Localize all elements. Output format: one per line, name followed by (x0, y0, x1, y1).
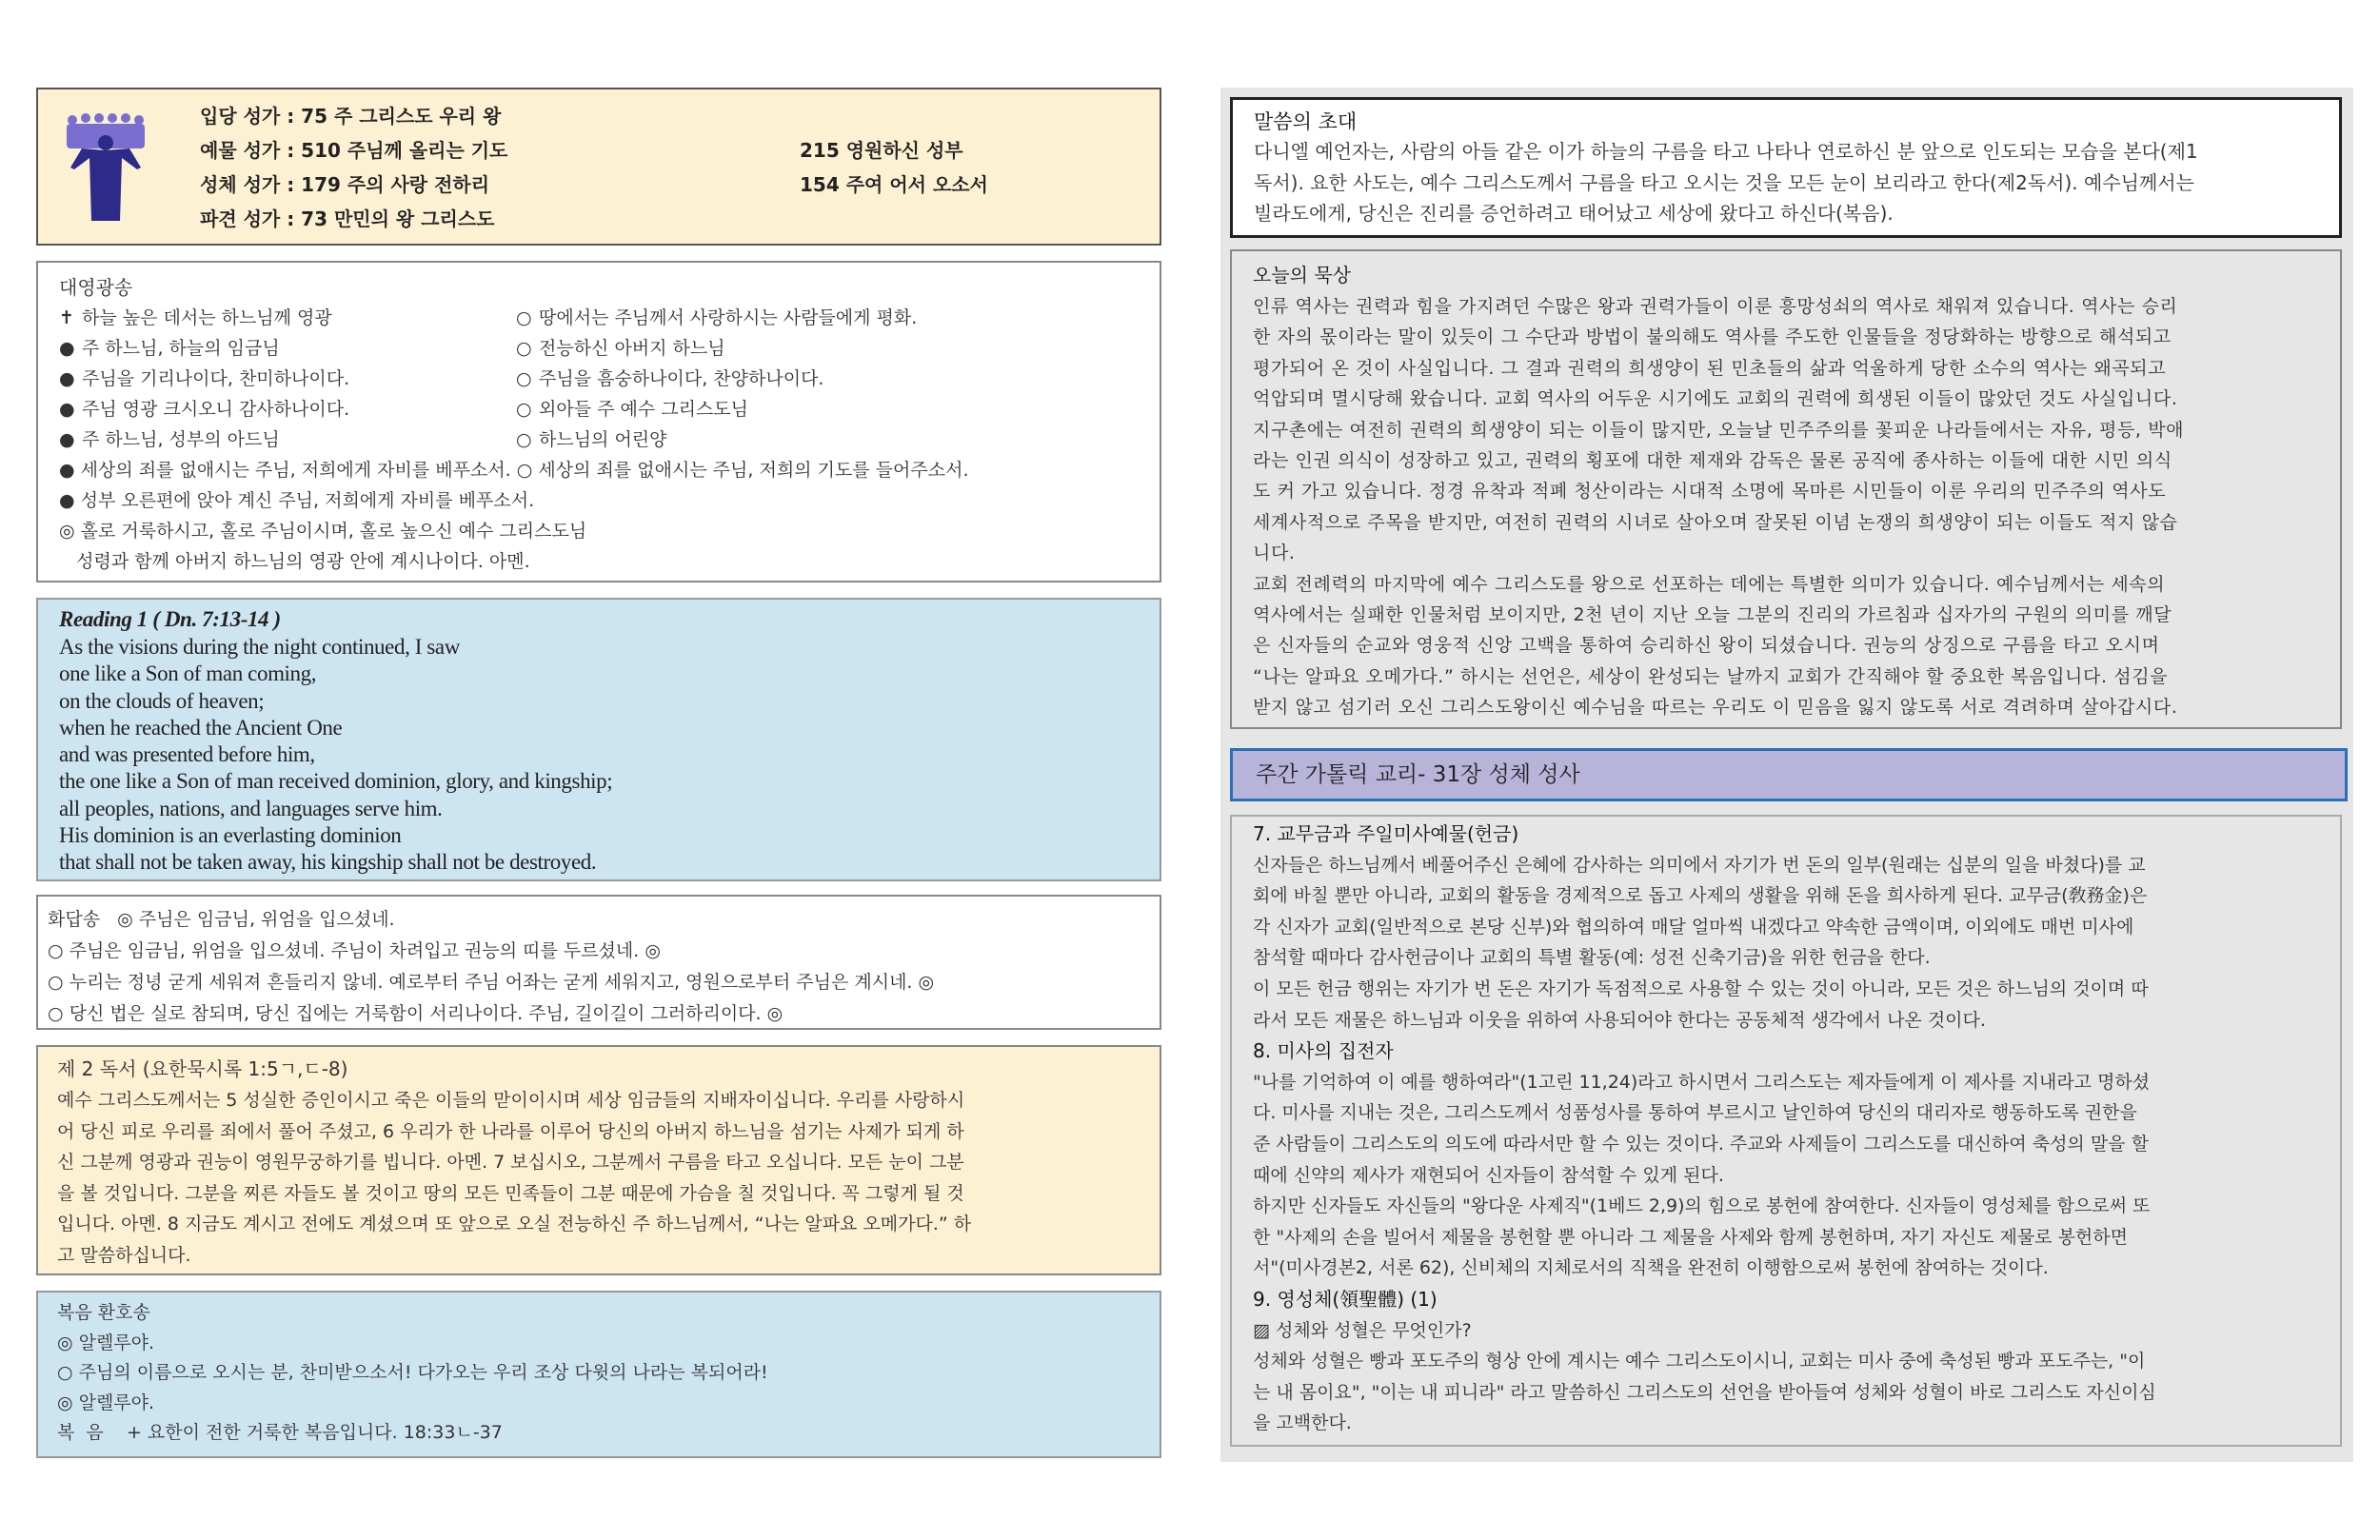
gloria-row (59, 424, 1160, 455)
gospel-line: 복 음 + 요한이 전한 거룩한 복음입니다. 18:33ㄴ-37 (57, 1422, 503, 1443)
psalm-line: ○ 주님은 임금님, 위엄을 입으셨네. 주님이 차려입고 권능의 띠를 두르셨네. ◎ (48, 940, 661, 961)
choir-priest-icon (63, 110, 149, 225)
gloria-panel (36, 261, 1161, 582)
catechism-line: "나를 기억하여 이 예를 행하여라"(1고린 11,24)라고 하시면서 그리스도는 제자들에게 이 제사를 지내라고 명하셨 (1253, 1071, 2151, 1093)
catechism-title-bar: 주간 가톨릭 교리- 31장 성체 성사 (1230, 748, 2348, 801)
gloria-row (59, 303, 1160, 333)
cross-mark: ✝ (59, 307, 74, 328)
priest-mark: ● (59, 368, 75, 389)
meditation-line: 도 커 가고 있습니다. 정경 유착과 적폐 청산이라는 시대적 소명에 목마른 시민들이 이룬 우리의 민주주의 역사도 (1253, 481, 2167, 503)
catechism-line: 신자들은 하느님께서 베풀어주신 은혜에 감사하는 의미에서 자기가 번 돈의 일부(원래는 십분의 일을 바쳤다)를 교 (1253, 854, 2146, 876)
meditation-line: 니다. (1253, 543, 1296, 564)
catechism-line: 을 고백한다. (1253, 1412, 1352, 1434)
response-mark: ○ (516, 338, 532, 359)
meditation-line: 지구촌에는 여전히 권력의 희생양이 되는 이들이 많지만, 오늘날 민주주의를 꽃피운 나라들에서는 자유, 평등, 박애 (1253, 419, 2185, 441)
second-reading-panel (36, 1045, 1161, 1275)
meditation-line: 한 자의 몫이라는 말이 있듯이 그 수단과 방법이 불의해도 역사를 주도한 인물들을 정당화하는 방향으로 해석되고 (1253, 326, 2172, 348)
catechism-line: 준 사람들이 그리스도의 의도에 따라서만 할 수 있는 것이다. 주교와 사제들이 그리스도를 대신하여 축성의 말을 할 (1253, 1133, 2149, 1155)
response-mark: ○ (516, 368, 532, 389)
gospel-line: 복음 환호송 (57, 1302, 150, 1323)
reading-line: His dominion is an everlasting dominion (59, 823, 402, 848)
psalm-line: ○ 당신 법은 실로 참되며, 당신 집에는 거룩함이 서리나이다. 주님, 길이길이 그러하리이다. ◎ (48, 1003, 783, 1024)
catechism-line: 한 "사제의 손을 빌어서 제물을 봉헌할 뿐 아니라 그 제물을 사제와 함께 봉헌하며, 자기 자신도 제물로 봉헌하면 (1253, 1226, 2128, 1248)
psalm-line: ○ 누리는 정녕 굳게 세워져 흔들리지 않네. 예로부터 주님 어좌는 굳게 세워지고, 영원으로부터 주님은 계시네. ◎ (48, 972, 935, 993)
gospel-line: ◎ 알렐루야. (57, 1332, 155, 1353)
catechism-heading: 8. 미사의 집전자 (1253, 1039, 1394, 1063)
meditation-line: 은 신자들의 순교와 영웅적 신앙 고백을 통하여 승리하신 왕이 되셨습니다. 권능의 상징으로 구름을 타고 오시며 (1253, 635, 2160, 657)
meditation-panel (1230, 249, 2342, 729)
gloria-text: 주 하느님, 성부의 아드님 (82, 429, 280, 450)
catechism-line: 때에 신약의 제사가 재현되어 신자들이 참석할 수 있게 된다. (1253, 1164, 1724, 1186)
reading-line: when he reached the Ancient One (59, 715, 343, 740)
meditation-line: “나는 알파요 오메가다.” 하시는 선언은, 세상이 완성되는 날까지 교회가 간직해야 할 중요한 복음입니다. 섬김을 (1253, 665, 2169, 687)
meditation-title: 오늘의 묵상 (1253, 264, 1351, 286)
catechism-line: 는 내 몸이요", "이는 내 피니라" 라고 말씀하신 그리스도의 선언을 받아들여 성체와 성혈이 바로 그리스도 자신이심 (1253, 1381, 2156, 1403)
catechism-line: 하지만 신자들도 자신들의 "왕다운 사제직"(1베드 2,9)의 힘으로 봉헌에 참여한다. 신자들이 영성체를 함으로써 또 (1253, 1195, 2151, 1217)
catechism-line: 각 신자가 교회(일반적으로 본당 신부)와 협의하여 매달 얼마씩 내겠다고 약속한 금액이며, 이외에도 매번 미사에 (1253, 916, 2134, 938)
meditation-line: 교회 전례력의 마지막에 예수 그리스도를 왕으로 선포하는 데에는 특별한 의미가 있습니다. 예수님께서는 세속의 (1253, 573, 2166, 595)
reading-line: that shall not be taken away, his kingship shall not be destroyed. (59, 850, 597, 875)
entrance-hymn: 입당 성가 : 75 주 그리스도 우리 왕 (200, 105, 502, 128)
catechism-panel (1230, 815, 2342, 1447)
gloria-text: 주님을 흠숭하나이다, 찬양하나이다. (539, 368, 824, 389)
catechism-heading: 7. 교무금과 주일미사예물(헌금) (1253, 822, 1519, 845)
reading-line: and was presented before him, (59, 742, 315, 767)
word-line: 빌라도에게, 당신은 진리를 증언하려고 태어났고 세상에 왔다고 하신다(복음). (1254, 202, 1894, 225)
gospel-acclamation-panel (36, 1291, 1161, 1458)
first-reading-title: Reading 1 ( Dn. 7:13-14 ) (59, 607, 281, 631)
reading-line: 어 당신 피로 우리를 죄에서 풀어 주셨고, 6 우리가 한 나라를 이루어 당신의 아버지 하느님을 섬기는 사제가 되게 하 (57, 1120, 964, 1142)
catechism-line: 서"(미사경본2, 서론 62), 신비체의 지체로서의 직책을 완전히 이행함으로써 봉헌에 참여하는 것이다. (1253, 1257, 2049, 1279)
meditation-line: 받지 않고 섬기러 오신 그리스도왕이신 예수님을 따르는 우리도 이 믿음을 잃지 않도록 서로 격려하며 살아갑시다. (1253, 697, 2178, 719)
first-reading-panel (36, 598, 1161, 881)
gloria-text: 주님 영광 크시오니 감사하나이다. (82, 399, 350, 420)
reading-line: 입니다. 아멘. 8 지금도 계시고 전에도 계셨으며 또 앞으로 오실 전능하신 주 하느님께서, “나는 알파요 오메가다.” 하 (57, 1214, 972, 1234)
meditation-line: 평가되어 온 것이 사실입니다. 그 결과 권력의 희생양이 된 민초들의 삶과 억울하게 당한 소수의 역사는 왜곡되고 (1253, 357, 2167, 379)
gloria-text: 하느님의 어린양 (539, 429, 667, 450)
psalm-line: 화답송 ◎ 주님은 임금님, 위엄을 입으셨네. (48, 909, 395, 930)
offertory-hymn-alt: 215 영원하신 성부 (800, 139, 963, 162)
meditation-line: 인류 역사는 권력과 힘을 가지려던 수많은 왕과 권력가들이 이룬 흥망성쇠의 역사로 채워져 있습니다. 역사는 승리 (1253, 296, 2178, 317)
responsorial-psalm-panel (36, 895, 1161, 1030)
priest-mark: ● (59, 338, 75, 359)
catechism-lines (1253, 819, 2340, 1439)
gloria-text: 전능하신 아버지 하느님 (539, 338, 725, 359)
gospel-line: ◎ 알렐루야. (57, 1392, 155, 1413)
communion-hymn: 성체 성가 : 179 주의 사랑 전하리 (200, 173, 490, 196)
catechism-line: 회에 바칠 뿐만 아니라, 교회의 활동을 경제적으로 돕고 사제의 생활을 위해 돈을 희사하게 된다. 교무금(敎務金)은 (1253, 885, 2148, 907)
priest-mark: ● (59, 429, 75, 450)
reading-line: on the clouds of heaven; (59, 688, 265, 713)
gloria-title: 대영광송 (59, 276, 133, 299)
gloria-text: 땅에서는 주님께서 사랑하시는 사람들에게 평화. (539, 307, 918, 328)
catechism-line: 라서 모든 재물은 하느님과 이웃을 위하여 사용되어야 한다는 공동체적 생각에서 나온 것이다. (1253, 1009, 1986, 1031)
meditation-line: 라는 인권 의식이 성장하고 있고, 권력의 횡포에 대한 제재와 감독은 물론 공직에 종사하는 이들에 대한 시민 의식 (1253, 449, 2172, 471)
reading-line: 고 말씀하십니다. (57, 1244, 191, 1266)
meditation-line: 역사에서는 실패한 인물처럼 보이지만, 2천 년이 지난 오늘 그분의 진리의 가르침과 십자가의 구원의 의미를 깨달 (1253, 603, 2172, 625)
reading-line: As the visions during the night continued, I saw (59, 635, 460, 659)
catechism-heading: 9. 영성체(領聖體) (1) (1253, 1287, 1438, 1311)
catechism-line: ▨ 성체와 성혈은 무엇인가? (1253, 1319, 1472, 1341)
reading-line: 을 볼 것입니다. 그분을 찌른 자들도 볼 것이고 땅의 모든 민족들이 그분 때문에 가슴을 칠 것입니다. 꼭 그렇게 될 것 (57, 1182, 964, 1204)
gloria-line: ● 성부 오른편에 앉아 계신 주님, 저희에게 자비를 베푸소서. (59, 490, 535, 511)
gloria-row (59, 364, 1160, 394)
reading-line: all peoples, nations, and languages serve him. (59, 796, 443, 820)
catechism-line: 참석할 때마다 감사헌금이나 교회의 특별 활동(예: 성전 신축기금)을 위한 헌금을 한다. (1253, 947, 1931, 969)
gloria-row (59, 394, 1160, 424)
gloria-text: 주 하느님, 하늘의 임금님 (82, 338, 280, 359)
word-line: 독서). 요한 사도는, 예수 그리스도께서 구름을 타고 오시는 것을 모든 눈이 보리라고 한다(제2독서). 예수님께서는 (1254, 170, 2194, 194)
gloria-text: 주님을 기리나이다, 찬미하나이다. (82, 368, 350, 389)
gloria-line: ◎ 홀로 거룩하시고, 홀로 주님이시며, 홀로 높으신 예수 그리스도님 (59, 521, 587, 542)
gloria-line: 성령과 함께 아버지 하느님의 영광 안에 계시나이다. 아멘. (59, 551, 530, 572)
meditation-line: 세계사적으로 주목을 받지만, 여전히 권력의 시녀로 살아오며 잘못된 이념 논쟁의 희생양이 되는 이들도 적지 않습 (1253, 511, 2178, 533)
communion-hymn-alt: 154 주여 어서 오소서 (800, 173, 988, 196)
response-mark: ○ (516, 399, 532, 420)
meditation-line: 억압되며 멸시당해 왔습니다. 교회 역사의 어두운 시기에도 교회의 권력에 희생된 이들이 많았던 것도 사실입니다. (1253, 388, 2178, 410)
response-mark: ○ (516, 307, 532, 328)
word-invitation-panel (1230, 97, 2342, 238)
word-line: 다니엘 예언자는, 사람의 아들 같은 이가 하늘의 구름을 타고 나타나 연로하신 분 앞으로 인도되는 모습을 본다(제1 (1254, 140, 2198, 163)
gloria-row (59, 333, 1160, 364)
dismissal-hymn: 파견 성가 : 73 만민의 왕 그리스도 (200, 207, 495, 230)
reading-line: the one like a Son of man received dominion, glory, and kingship; (59, 769, 613, 794)
gloria-line: ● 세상의 죄를 없애시는 주님, 저희에게 자비를 베푸소서. ○ 세상의 죄를 없애시는 주님, 저희의 기도를 들어주소서. (59, 460, 969, 481)
catechism-line: 다. 미사를 지내는 것은, 그리스도께서 성품성사를 통하여 부르시고 날인하여 당신의 대리자로 행동하도록 권한을 (1253, 1102, 2137, 1124)
response-mark: ○ (516, 429, 532, 450)
gloria-text: 하늘 높은 데서는 하느님께 영광 (82, 307, 332, 328)
word-invitation-title: 말씀의 초대 (1254, 110, 1358, 133)
offertory-hymn: 예물 성가 : 510 주님께 올리는 기도 (200, 139, 508, 162)
gospel-line: ○ 주님의 이름으로 오시는 분, 찬미받으소서! 다가오는 우리 조상 다윗의 나라는 복되어라! (57, 1362, 768, 1383)
catechism-line: 이 모든 헌금 행위는 자기가 번 돈은 자기가 독점적으로 사용할 수 있는 것이 아니라, 모든 것은 하느님의 것이며 따 (1253, 977, 2149, 999)
priest-mark: ● (59, 399, 75, 420)
reading-line: 예수 그리스도께서는 5 성실한 증인이시고 죽은 이들의 맏이이시며 세상 임금들의 지배자이십니다. 우리를 사랑하시 (57, 1090, 965, 1111)
catechism-line: 성체와 성혈은 빵과 포도주의 형상 안에 계시는 예수 그리스도이시니, 교회는 미사 중에 축성된 빵과 포도주는, "이 (1253, 1351, 2146, 1372)
reading-line: one like a Son of man coming, (59, 661, 317, 686)
second-reading-title: 제 2 독서 (요한묵시록 1:5ㄱ,ㄷ-8) (57, 1057, 348, 1080)
hymn-list-panel (36, 88, 1161, 246)
reading-line: 신 그분께 영광과 권능이 영원무궁하기를 빕니다. 아멘. 7 보십시오, 그분께서 구름을 타고 오십니다. 모든 눈이 그분 (57, 1152, 964, 1173)
gloria-text: 외아들 주 예수 그리스도님 (539, 399, 749, 420)
